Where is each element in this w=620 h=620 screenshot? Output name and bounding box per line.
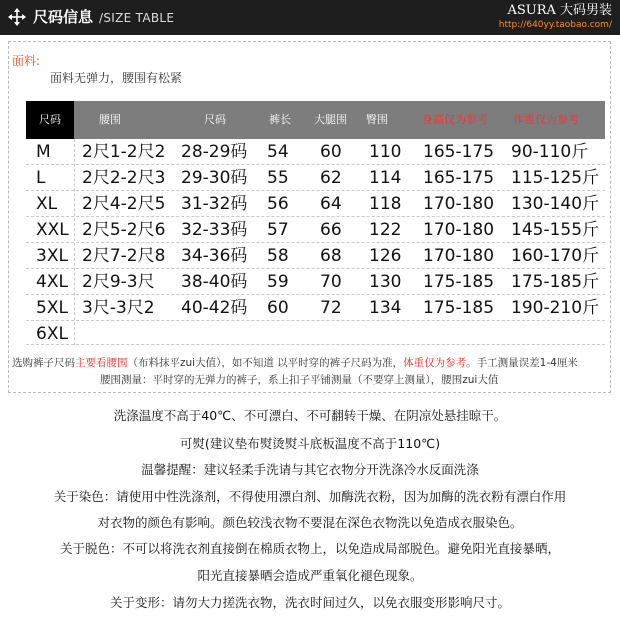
cell-weight: 90-110斤 [511, 142, 589, 162]
cell-hip: 118 [369, 194, 402, 214]
cell-thigh: 66 [320, 220, 342, 240]
cell-waist: 2尺5-2尺6 [82, 220, 166, 240]
table-row [26, 139, 605, 165]
cell-length: 59 [267, 272, 289, 292]
fabric-label: 面料: [12, 54, 41, 68]
cell-thigh: 68 [320, 246, 342, 266]
tip-text: 选购裤子尺码 [12, 357, 75, 369]
cell-size: XXL [36, 220, 69, 240]
cell-size-code: 32-33码 [181, 220, 248, 240]
header-size: 尺码 [26, 101, 74, 139]
cell-hip: 134 [369, 298, 402, 318]
cell-size: 4XL [36, 272, 68, 292]
tip-highlight: 主要看腰围 [75, 357, 128, 369]
page-title: 尺码信息 [33, 8, 94, 26]
care-line: 关于脱色：不可以将洗衣剂直接倒在棉质衣物上，以免造成局部脱色。避免阳光直接暴晒， [59, 541, 560, 556]
care-line: 温馨提醒：建议轻柔手洗请与其它衣物分开洗涤冷水反面洗涤 [141, 462, 479, 477]
shop-url: http://640yy.taobao.com/ [498, 20, 612, 30]
cell-waist: 2尺7-2尺8 [82, 246, 166, 266]
table-row [26, 165, 605, 191]
cell-height: 175-185 [423, 272, 495, 292]
header-weight: 体重仅为参考 [513, 113, 579, 126]
tip-highlight: 体重仅为参考 [403, 357, 467, 369]
cell-size-code: 31-32码 [181, 194, 248, 214]
table-row [26, 321, 605, 345]
brand-name: ASURA 大码男装 [507, 3, 612, 18]
cell-thigh: 64 [320, 194, 342, 214]
cell-height: 170-180 [423, 194, 495, 214]
tip-text: 。手工测量误差1-4厘米 [466, 357, 578, 369]
table-header [26, 101, 605, 139]
cell-waist: 2尺2-2尺3 [82, 168, 166, 188]
cell-length: 57 [267, 220, 289, 240]
cell-waist: 2尺9-3尺 [82, 272, 155, 292]
cell-size-code: 29-30码 [181, 168, 248, 188]
cell-length: 55 [267, 168, 289, 188]
header-bar [0, 0, 620, 35]
cell-size-code: 40-42码 [181, 298, 248, 318]
cell-size: 6XL [36, 324, 68, 344]
cell-hip: 130 [369, 272, 402, 292]
cell-size-code: 38-40码 [181, 272, 248, 292]
fabric-note: 面料无弹力，腰围有松紧 [50, 71, 183, 85]
cell-thigh: 60 [320, 142, 342, 162]
cell-size: 5XL [36, 298, 68, 318]
table-row [26, 191, 605, 217]
cell-weight: 115-125斤 [511, 168, 600, 188]
care-line: 阳光直接暴晒会造成严重氧化褪色现象。 [197, 568, 423, 583]
cell-size-code: 34-36码 [181, 246, 248, 266]
care-line: 洗涤温度不高于40℃、不可漂白、不可翻转干燥、在阴凉处悬挂晾干。 [113, 408, 507, 423]
cell-length: 54 [267, 142, 289, 162]
cell-height: 170-180 [423, 246, 495, 266]
move-arrows-icon [8, 8, 26, 26]
cell-weight: 190-210斤 [511, 298, 600, 318]
cell-height: 170-180 [423, 220, 495, 240]
cell-weight: 130-140斤 [511, 194, 600, 214]
table-row [26, 243, 605, 269]
care-line: 关于染色：请使用中性洗涤剂，不得使用漂白剂、加酶洗衣粉，因为加酶的洗衣粉有漂白作用 [53, 489, 567, 504]
cell-hip: 126 [369, 246, 402, 266]
size-tip [12, 356, 578, 370]
care-line: 关于变形：请勿大力搓洗衣物，洗衣时间过久，以免衣服变形影响尺寸。 [109, 595, 510, 610]
cell-length: 56 [267, 194, 289, 214]
cell-size: L [36, 168, 46, 188]
cell-weight: 145-155斤 [511, 220, 600, 240]
cell-hip: 122 [369, 220, 402, 240]
header-size-code: 尺码 [204, 113, 226, 126]
cell-size: XL [36, 194, 58, 214]
cell-height: 165-175 [423, 168, 495, 188]
cell-hip: 110 [369, 142, 402, 162]
cell-height: 165-175 [423, 142, 495, 162]
table-row [26, 295, 605, 321]
table-row [26, 269, 605, 295]
care-line: 可熨(建议垫布熨烫熨斗底板温度不高于110℃) [179, 436, 441, 451]
cell-hip: 114 [369, 168, 402, 188]
cell-thigh: 62 [320, 168, 342, 188]
waist-measure-tip: 腰围测量：平时穿的无弹力的裤子，系上扣子平铺测量（不要穿上测量），腰围zui大值 [100, 374, 499, 386]
cell-weight: 160-170斤 [511, 246, 600, 266]
cell-size: M [36, 142, 51, 162]
header-length: 裤长 [269, 113, 291, 126]
cell-thigh: 72 [320, 298, 342, 318]
cell-waist: 3尺-3尺2 [82, 298, 155, 318]
cell-size: 3XL [36, 246, 68, 266]
cell-length: 60 [267, 298, 289, 318]
cell-size-code: 28-29码 [181, 142, 248, 162]
care-line: 对衣物的颜色有影响。颜色较浅衣物不要混在深色衣物洗以免造成衣服染色。 [97, 515, 523, 530]
tip-text: （布料抹平zui大值），如不知道 以平时穿的裤子尺码为准， [127, 357, 404, 369]
header-height: 身高仅为参考 [422, 113, 488, 126]
cell-thigh: 70 [320, 272, 342, 292]
page-subtitle: /SIZE TABLE [99, 11, 175, 25]
header-waist: 腰围 [99, 113, 121, 126]
cell-waist: 2尺4-2尺5 [82, 194, 166, 214]
header-hip: 臀围 [366, 113, 388, 126]
table-row [26, 217, 605, 243]
cell-length: 58 [267, 246, 289, 266]
cell-height: 175-185 [423, 298, 495, 318]
header-thigh: 大腿围 [314, 113, 347, 126]
cell-waist: 2尺1-2尺2 [82, 142, 166, 162]
cell-weight: 175-185斤 [511, 272, 600, 292]
